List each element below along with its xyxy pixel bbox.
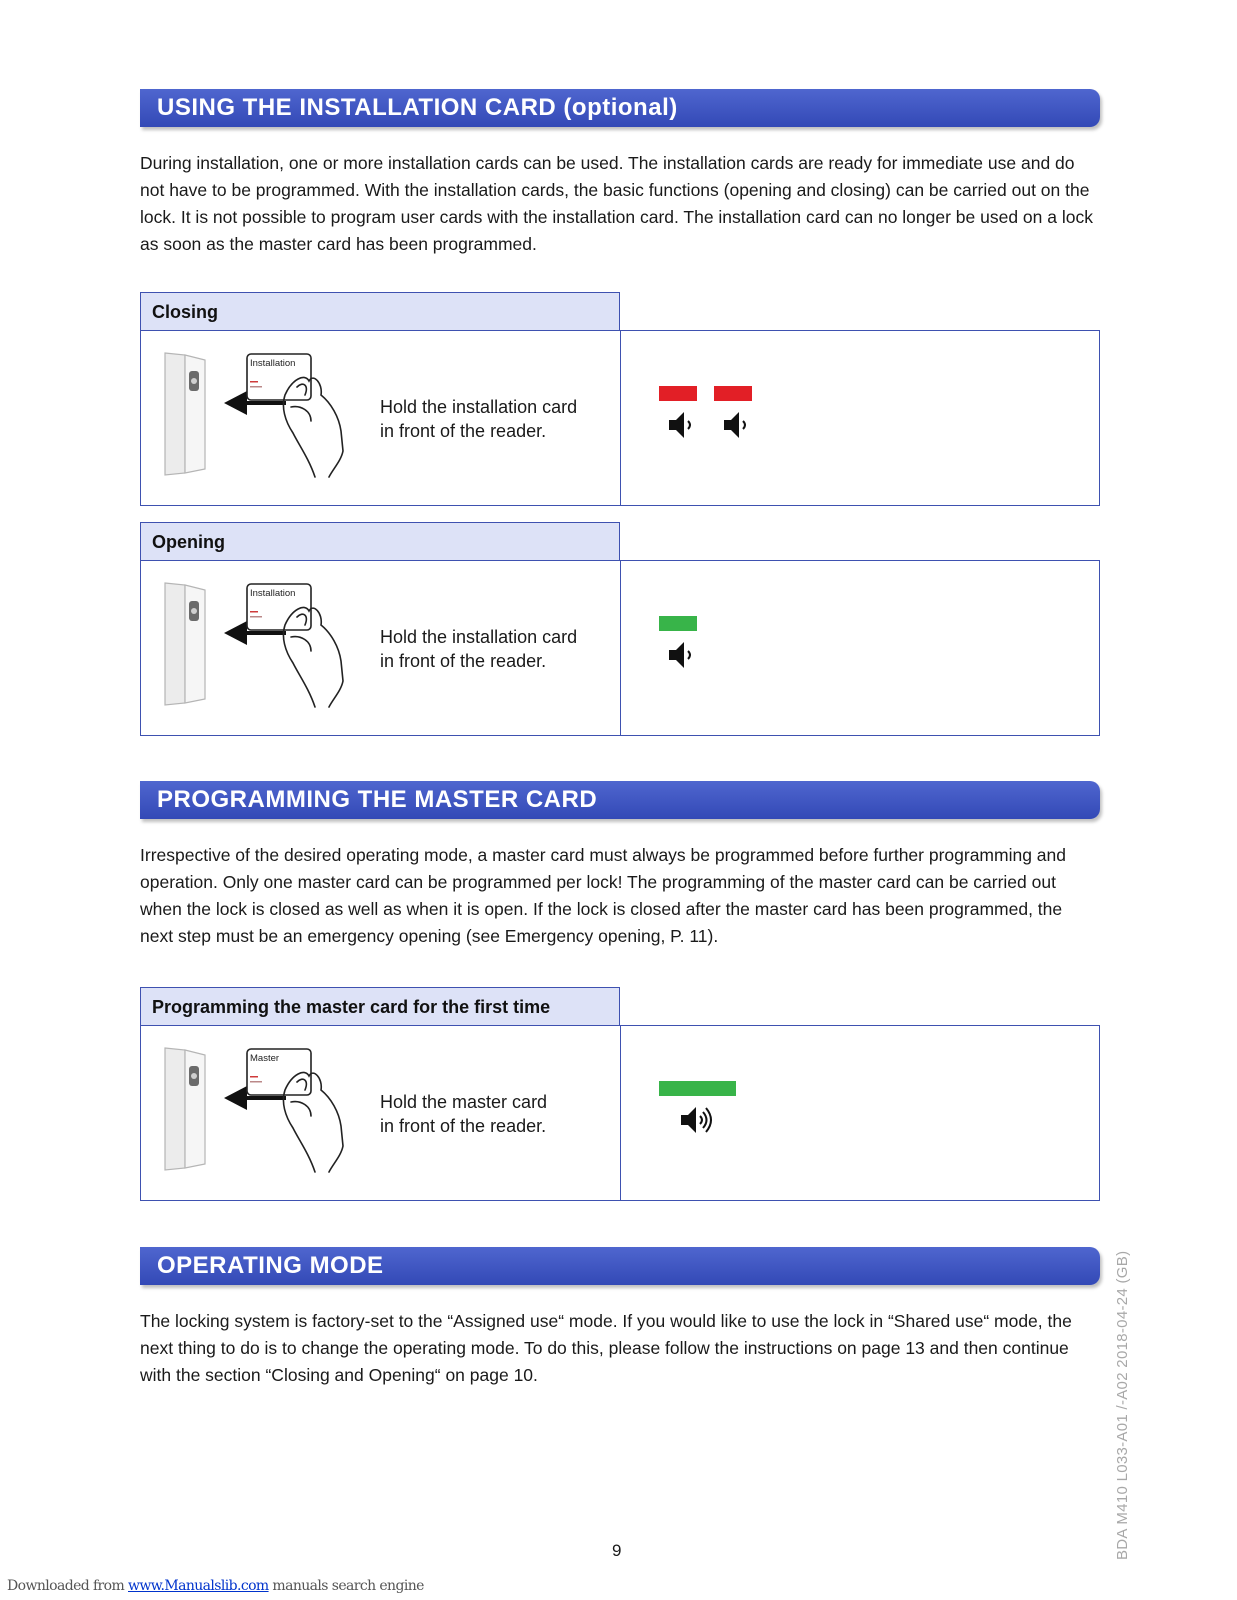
step-instruction: [380, 1090, 547, 1138]
green-led-indicator: [659, 616, 697, 631]
step-panel-opening: [140, 560, 1100, 736]
document-reference: BDA M410 L033-A01 /-A02 2018-04-24 (GB): [1114, 1250, 1131, 1560]
section-banner-operating-mode: [140, 1247, 1100, 1285]
section-paragraph: Irrespective of the desired operating mode, a master card must always be programmed before further programming and operation. Only one master card can be programmed per lock! The programming of the master card can be carried out when the lock is closed as well as when it is open. If the lock is closed after the master card has been programmed, the next step must be an emergency opening (see Emergency opening, P. 11).: [140, 845, 1067, 946]
card-label: Master: [250, 1053, 280, 1064]
lock-reader-icon: [165, 1048, 205, 1170]
step-panel-closing: [140, 330, 1100, 506]
footer-suffix: manuals search engine: [268, 1578, 424, 1594]
card-label: Installation: [250, 358, 296, 369]
speaker-icon: [665, 409, 697, 441]
footer-prefix: Downloaded from: [7, 1578, 128, 1594]
card-label: Installation: [250, 588, 296, 599]
long-green-led-indicator: [659, 1081, 736, 1096]
page-number: 9: [612, 1541, 622, 1560]
section-title: USING THE INSTALLATION CARD (optional): [157, 94, 678, 121]
step-heading-master-first-time: [140, 987, 620, 1025]
section-paragraph: During installation, one or more installation cards can be used. The installation cards are ready for immediate use and do not have to be programmed. With the installation cards, the basic functions (opening and closing) can be carried out on the lock. It is not possible to program user cards with the installation card. The installation card can no longer be used on a lock as soon as the master card has been programmed.: [140, 153, 1093, 254]
section-paragraph: The locking system is factory-set to the “Assigned use“ mode. If you would like to use the lock in “Shared use“ mode, the next thing to do is to change the operating mode. To do this, please follow the instructions on page 13 and then continue with the section “Closing and Opening“ on page 10.: [140, 1311, 1072, 1385]
lock-reader-icon: [165, 583, 205, 705]
panel-divider: [620, 1025, 621, 1201]
section-title: OPERATING MODE: [157, 1252, 384, 1279]
section-banner-master-card: [140, 781, 1100, 819]
speaker-icon: [677, 1104, 717, 1136]
step-instruction: [380, 625, 577, 673]
red-led-indicator: [659, 386, 697, 401]
instruction-line: Hold the master card: [380, 1092, 548, 1112]
hand-holding-card-icon: [161, 581, 351, 716]
hand-holding-card-icon: [161, 1046, 351, 1181]
panel-divider: [620, 330, 621, 506]
manualslib-link[interactable]: www.Manualslib.com: [128, 1578, 269, 1594]
step-instruction: [380, 395, 577, 443]
lock-reader-icon: [165, 353, 205, 475]
section-banner-installation-card: [140, 89, 1100, 127]
hand-holding-card-icon: [161, 351, 351, 486]
step-heading-text: Programming the master card for the first time: [152, 997, 551, 1017]
instruction-line: Hold the installation card: [380, 627, 578, 647]
panel-divider: [620, 560, 621, 736]
section-title: PROGRAMMING THE MASTER CARD: [157, 786, 598, 813]
step-heading-text: Closing: [152, 302, 218, 322]
instruction-line: in front of the reader.: [380, 651, 547, 671]
step-heading-text: Opening: [152, 532, 225, 552]
instruction-line: Hold the installation card: [380, 397, 578, 417]
step-heading-closing: [140, 292, 620, 330]
red-led-indicator: [714, 386, 752, 401]
instruction-line: in front of the reader.: [380, 1116, 547, 1136]
instruction-line: in front of the reader.: [380, 421, 547, 441]
speaker-icon: [665, 639, 697, 671]
download-footer: [7, 1578, 424, 1594]
speaker-icon: [720, 409, 752, 441]
step-panel-master-first-time: [140, 1025, 1100, 1201]
step-heading-opening: [140, 522, 620, 560]
